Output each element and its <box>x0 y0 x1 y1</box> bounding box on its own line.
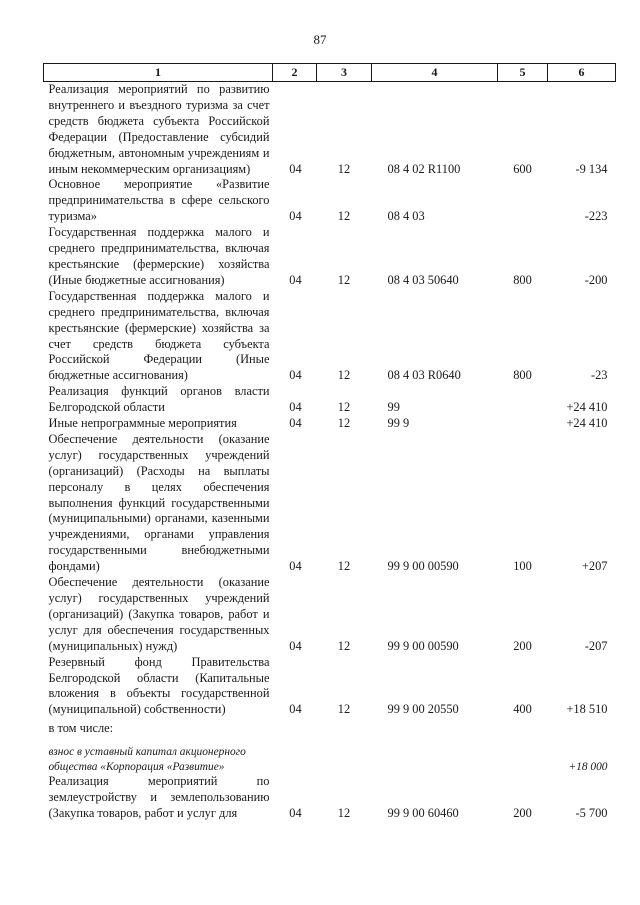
row-subsection: 12 <box>337 368 351 383</box>
row-expense-type: 200 <box>513 638 532 653</box>
row-target-article: 08 4 03 R0640 <box>387 368 461 383</box>
row-amount: +24 410 <box>566 400 608 415</box>
row-amount: +24 410 <box>566 416 608 431</box>
row-subsection: 12 <box>337 638 351 653</box>
row-name: Обеспечение деятельности (оказание услуг) государственных учреждений (организаций) (Расходы на выплаты персоналу в целях обеспечения выполнения функций государственными (муниципальными) органами, казенными учреждениями, органами управления государственными внебюджетными фондами) <box>48 431 270 574</box>
row-subsection: 12 <box>337 416 351 431</box>
row-subsection: 12 <box>337 161 351 176</box>
row-amount: +18 510 <box>566 702 608 717</box>
row-name: Государственная поддержка малого и среднего предпринимательства, включая крестьянские (фермерские) хозяйства за счет средств бюджета субъекта Российской Федерации (Иные бюджетные ассигнования) <box>48 288 270 383</box>
header-col-6: 6 <box>548 64 616 82</box>
row-subsection: 12 <box>337 702 351 717</box>
row-name: Государственная поддержка малого и среднего предпринимательства, включая крестьянские (фермерские) хозяйства (Иные бюджетные ассигнования) <box>48 225 270 287</box>
row-name: Иные непрограммные мероприятия <box>48 416 237 431</box>
row-section: 04 <box>289 400 302 415</box>
row-name: Реализация функций органов власти Белгородской области <box>48 384 270 415</box>
row-section: 04 <box>289 638 302 653</box>
row-amount: -223 <box>584 209 608 224</box>
row-subsection: 12 <box>337 209 351 224</box>
row-expense-type: 200 <box>513 805 532 820</box>
row-subsection: 12 <box>337 400 351 415</box>
table-row <box>44 384 616 416</box>
table-row <box>44 82 616 178</box>
header-col-5: 5 <box>498 64 548 82</box>
row-name: Реализация мероприятий по развитию внутреннего и въездного туризма за счет средств бюджета субъекта Российской Федерации (Предоставление субсидий бюджетным, автономным учреждениям и иным некоммерческим организациям) <box>48 82 270 176</box>
row-section: 04 <box>289 272 302 287</box>
row-expense-type: 800 <box>513 368 532 383</box>
row-expense-type: 800 <box>513 272 532 287</box>
table-row <box>44 416 616 432</box>
row-expense-type <box>498 416 548 432</box>
row-name: Основное мероприятие «Развитие предпринимательства в сфере сельского туризма» <box>48 177 270 224</box>
row-section: 04 <box>289 805 302 820</box>
row-amount: -23 <box>590 368 608 383</box>
header-col-3: 3 <box>317 64 372 82</box>
row-expense-type <box>498 384 548 416</box>
note-amount: +18 000 <box>568 760 608 773</box>
row-section: 04 <box>289 368 302 383</box>
row-amount: +207 <box>581 559 608 574</box>
table-row <box>44 655 616 719</box>
row-amount: -200 <box>584 272 608 287</box>
row-section: 04 <box>289 161 302 176</box>
row-name: Реализация мероприятий по землеустройству и землепользованию (Закупка товаров, работ и услуг для <box>48 774 270 820</box>
row-target-article: 08 4 03 <box>387 209 425 224</box>
row-section: 04 <box>289 702 302 717</box>
in-text-row <box>44 718 616 737</box>
table-row <box>44 177 616 225</box>
row-name: Обеспечение деятельности (оказание услуг) государственных учреждений (организаций) (Закупка товаров, работ и услуг для обеспечения государственных (муниципальных) нужд) <box>48 575 270 653</box>
row-target-article: 99 <box>387 400 400 415</box>
header-col-2: 2 <box>273 64 317 82</box>
in-text-label: в том числе: <box>48 721 114 736</box>
budget-table <box>43 63 616 822</box>
row-target-article: 99 9 00 20550 <box>387 702 459 717</box>
row-target-article: 99 9 00 60460 <box>387 805 459 820</box>
row-expense-type: 100 <box>513 559 532 574</box>
row-target-article: 99 9 00 00590 <box>387 638 459 653</box>
row-target-article: 08 4 03 50640 <box>387 272 459 287</box>
row-amount: -5 700 <box>575 805 608 820</box>
table-row <box>44 289 616 384</box>
table-row <box>44 575 616 655</box>
row-subsection: 12 <box>337 805 351 820</box>
note-row <box>44 737 616 774</box>
row-target-article: 99 9 <box>387 416 410 431</box>
row-section: 04 <box>289 209 302 224</box>
row-subsection: 12 <box>337 272 351 287</box>
row-expense-type <box>498 177 548 225</box>
note-name: взнос в уставный капитал акционерного общества «Корпорация «Развитие» <box>48 746 246 773</box>
row-subsection: 12 <box>337 559 351 574</box>
header-col-4: 4 <box>372 64 498 82</box>
table-row <box>44 774 616 822</box>
row-amount: -9 134 <box>575 161 608 176</box>
row-section: 04 <box>289 559 302 574</box>
table-row <box>44 225 616 289</box>
row-amount: -207 <box>584 638 608 653</box>
row-expense-type: 600 <box>513 161 532 176</box>
row-target-article: 08 4 02 R1100 <box>387 161 461 176</box>
row-section: 04 <box>289 416 302 431</box>
row-name: Резервный фонд Правительства Белгородской области (Капитальные вложения в объекты государственной (муниципальной) собственности) <box>48 654 270 717</box>
table-row <box>44 432 616 575</box>
row-target-article: 99 9 00 00590 <box>387 559 459 574</box>
table-header-row <box>44 64 616 82</box>
header-col-1: 1 <box>44 64 273 82</box>
row-expense-type: 400 <box>513 702 532 717</box>
page-number: 87 <box>313 32 327 47</box>
